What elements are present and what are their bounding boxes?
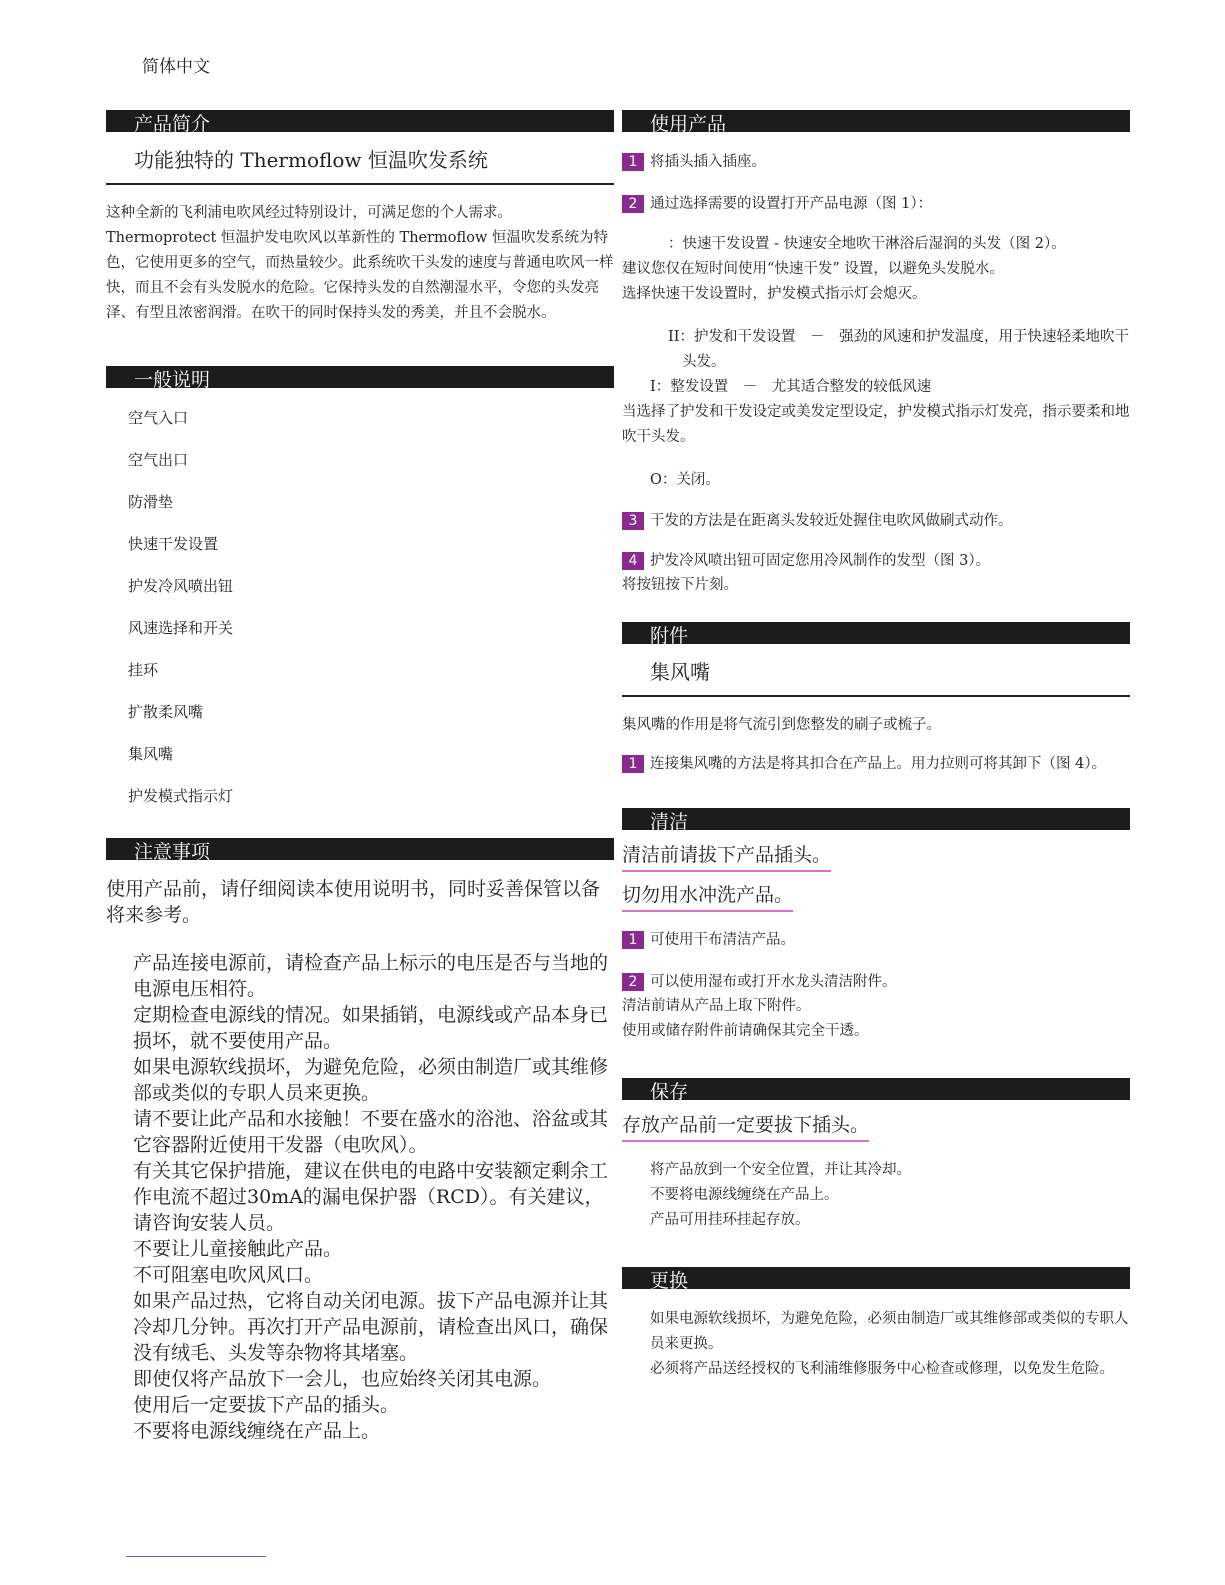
use-step-3: [622, 509, 1130, 533]
cleaning-note-2: 使用或储存附件前请确保其完全干透。: [622, 1023, 869, 1039]
use-step-4: [622, 549, 1130, 573]
list-item: 如果产品过热，它将自动关闭电源。拔下产品电源并让其冷却几分钟。再次打开产品电源前，请检查出风口，确保没有绒毛、头发等杂物将其堵塞。: [133, 1290, 609, 1364]
step-number: 4: [622, 552, 644, 570]
step-number: 3: [622, 512, 644, 530]
care-mode-note: 当选择了护发和干发设定或美发定型设定，护发模式指示灯发亮，指示要柔和地吹干头发。: [622, 404, 1130, 445]
step-text: 可以使用湿布或打开水龙头清洁附件。: [650, 974, 897, 990]
list-item: 集风嘴: [128, 745, 174, 763]
list-item: 防滑垫: [128, 493, 174, 511]
section-header-use: 使用产品: [622, 110, 1130, 132]
list-item: 不可阻塞电吹风风口。: [133, 1264, 324, 1286]
section-header-accessories: 附件: [622, 622, 1130, 644]
fast-dry-setting: ：快速干发设置 - 快速安全地吹干淋浴后湿润的头发（图 2）。: [668, 236, 1066, 252]
step-text: 可使用干布清洁产品。: [650, 932, 795, 948]
style-setting: I：整发设置 － 尤其适合整发的较低风速: [650, 379, 932, 395]
replacement-paragraph-1: 如果电源软线损坏，为避免危险，必须由制造厂或其维修部或类似的专职人员来更换。: [650, 1311, 1129, 1352]
list-item: 空气出口: [128, 451, 189, 469]
list-item: 护发冷风喷出钮: [128, 577, 234, 595]
step-number: 2: [622, 973, 644, 991]
language-label: 简体中文: [142, 57, 210, 77]
accessories-subheading: 集风嘴: [622, 644, 1130, 697]
section-header-general: 一般说明: [106, 366, 614, 388]
list-item: 挂环: [128, 661, 159, 679]
left-column: [106, 110, 614, 1444]
fast-dry-note-1: 建议您仅在短时间使用“快速干发” 设置，以避免头发脱水。: [622, 261, 1004, 277]
caution-list: [106, 950, 614, 1444]
list-item: 如果电源软线损坏，为避免危险，必须由制造厂或其维修部或类似的专职人员来更换。: [133, 1056, 609, 1104]
list-item: 不要让儿童接触此产品。: [133, 1238, 343, 1260]
step-text: 护发冷风喷出钮可固定您用冷风制作的发型（图 3）。: [650, 553, 991, 569]
accessory-step-1: [622, 752, 1130, 776]
footer-rule: [126, 1556, 266, 1557]
replacement-paragraph-2: 必须将产品送经授权的飞利浦维修服务中心检查或修理，以免发生危险。: [650, 1361, 1114, 1377]
care-dry-setting: II：护发和干发设置 － 强劲的风速和护发温度，用于快速轻柔地吹干头发。: [668, 329, 1129, 370]
step-number: 1: [622, 931, 644, 949]
concentrator-description: 集风嘴的作用是将气流引到您整发的刷子或梳子。: [622, 717, 941, 733]
use-step-2: [622, 192, 1130, 216]
general-description-list: [106, 404, 614, 824]
section-header-cleaning: 清洁: [622, 808, 1130, 830]
storage-item: 不要将电源线缠绕在产品上。: [650, 1187, 839, 1203]
section-header-replacement: 更换: [622, 1267, 1130, 1289]
step-4-note: 将按钮按下片刻。: [622, 577, 738, 593]
storage-item: 将产品放到一个安全位置，并让其冷却。: [650, 1162, 911, 1178]
off-setting: O：关闭。: [650, 472, 720, 488]
list-item: 使用后一定要拔下产品的插头。: [133, 1394, 400, 1416]
cleaning-step-2: [622, 970, 1130, 994]
step-text: 通过选择需要的设置打开产品电源（图 1）：: [650, 196, 933, 212]
cleaning-step-1: [622, 928, 1130, 952]
caution-intro: 使用产品前，请仔细阅读本使用说明书，同时妥善保管以备将来参考。: [106, 878, 601, 926]
use-step-1: [622, 150, 1130, 174]
fast-dry-note-2: 选择快速干发设置时，护发模式指示灯会熄灭。: [622, 286, 927, 302]
list-item: 扩散柔风嘴: [128, 703, 204, 721]
intro-subheading: 功能独特的 Thermoflow 恒温吹发系统: [106, 132, 614, 185]
list-item: 有关其它保护措施，建议在供电的电路中安装额定剩余工作电流不超过30mA的漏电保护器（RCD）。有关建议，请咨询安装人员。: [133, 1160, 609, 1234]
section-header-storage: 保存: [622, 1078, 1130, 1100]
cleaning-warning-2: 切勿用水冲洗产品。: [622, 880, 793, 912]
step-number: 2: [622, 195, 644, 213]
section-header-caution: 注意事项: [106, 838, 614, 860]
cleaning-warning-1: 清洁前请拔下产品插头。: [622, 840, 831, 872]
cleaning-note-1: 清洁前请从产品上取下附件。: [622, 998, 811, 1014]
list-item: 风速选择和开关: [128, 619, 234, 637]
list-item: 产品连接电源前，请检查产品上标示的电压是否与当地的电源电压相符。: [133, 952, 609, 1000]
step-text: 将插头插入插座。: [650, 154, 766, 170]
intro-paragraph: 这种全新的飞利浦电吹风经过特别设计，可满足您的个人需求。Thermoprotect 恒温护发电吹风以革新性的 Thermoflow 恒温吹发系统为特色，它使用更多的空气，而热量较少。此系统吹干头发的速度与普通电吹风一样快，而且不会有头发脱水的危险。它保持头发的自然潮湿水平，令您的头发亮泽、有型且浓密润滑。在吹干的同时保持头发的秀美，并且不会脱水。: [106, 205, 614, 321]
section-header-intro: 产品简介: [106, 110, 614, 132]
list-item: 不要将电源线缠绕在产品上。: [133, 1420, 381, 1442]
step-text: 干发的方法是在距离头发较近处握住电吹风做刷式动作。: [650, 513, 1013, 529]
list-item: 空气入口: [128, 409, 189, 427]
storage-item: 产品可用挂环挂起存放。: [650, 1212, 810, 1228]
list-item: 请不要让此产品和水接触！不要在盛水的浴池、浴盆或其它容器附近使用干发器（电吹风）。: [133, 1108, 609, 1156]
step-text: 连接集风嘴的方法是将其扣合在产品上。用力拉则可将其卸下（图 4）。: [650, 756, 1107, 772]
step-number: 1: [622, 755, 644, 773]
list-item: 快速干发设置: [128, 535, 219, 553]
right-column: [622, 110, 1130, 1382]
list-item: 定期检查电源线的情况。如果插销，电源线或产品本身已损坏，就不要使用产品。: [133, 1004, 609, 1052]
list-item: 即使仅将产品放下一会儿，也应始终关闭其电源。: [133, 1368, 552, 1390]
list-item: 护发模式指示灯: [128, 787, 234, 805]
step-number: 1: [622, 153, 644, 171]
storage-warning: 存放产品前一定要拔下插头。: [622, 1110, 869, 1142]
